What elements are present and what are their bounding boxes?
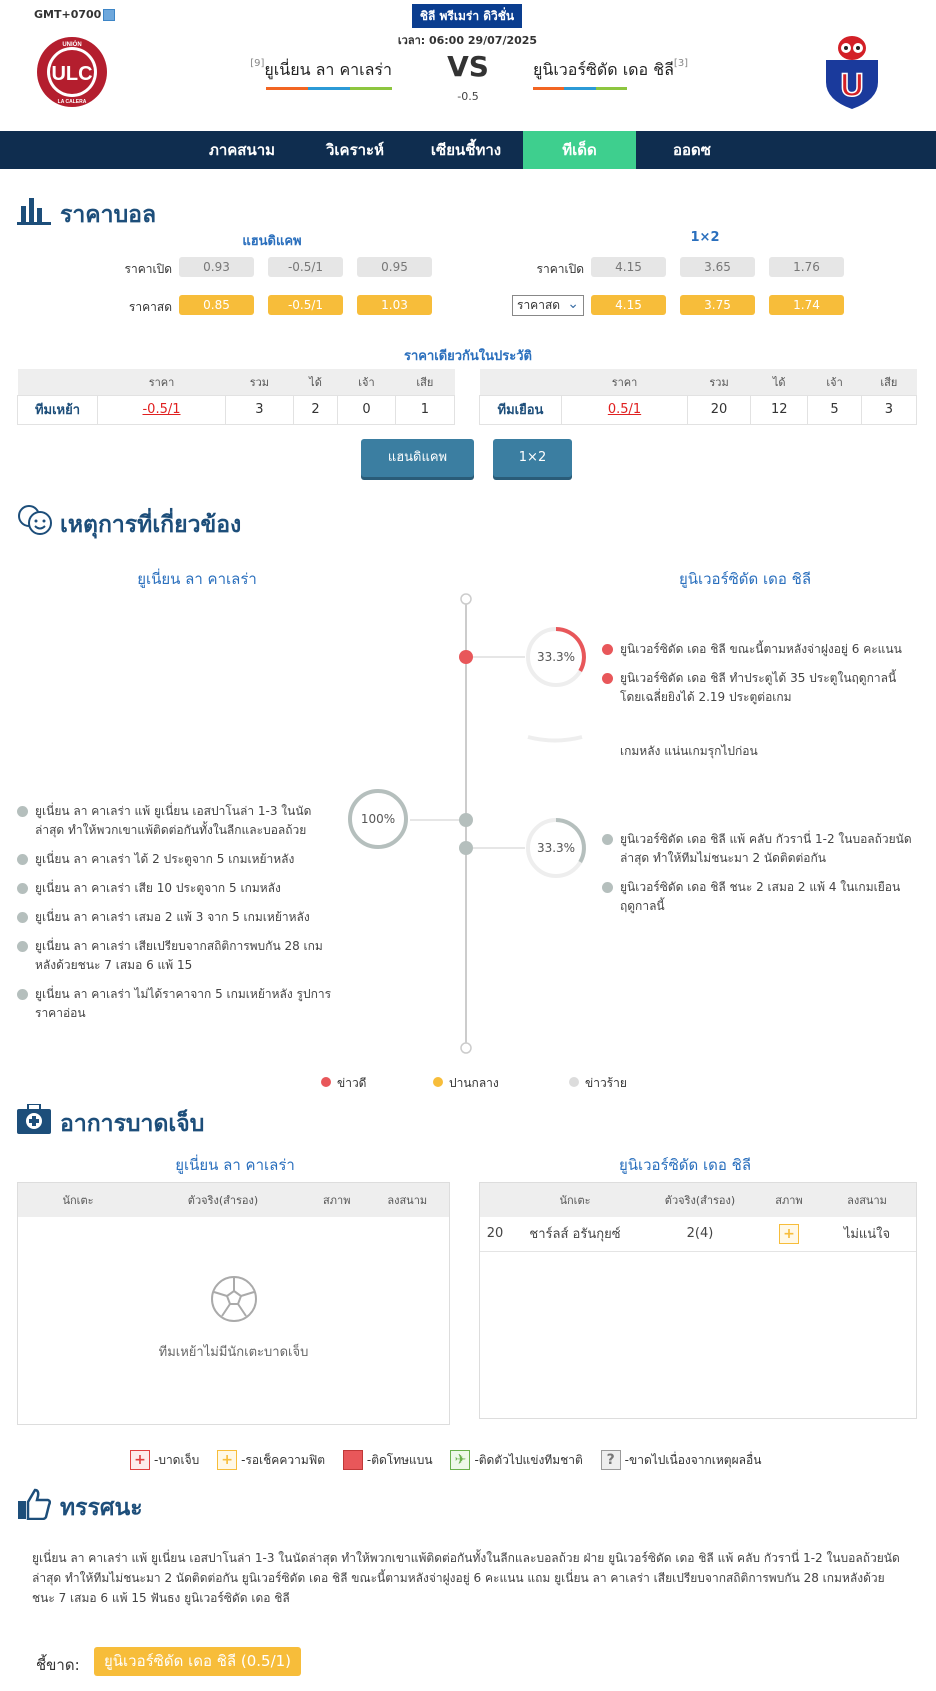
- list-item: ยูนิเวอร์ซิดัด เดอ ชิลี ขณะนี้ตามหลังจ่าฝูงอยู่ 6 คะแนน: [602, 640, 912, 659]
- events-section-title: เหตุการที่เกี่ยวข้อง: [60, 512, 242, 538]
- main-nav: [0, 131, 936, 169]
- injury-legend: [130, 1450, 850, 1470]
- away-injury-table: นักเตะ ตัวจริง(สำรอง) สภาพ ลงสนาม 20 ชาร์ลส์ อรันกุยซ์ 2(4) + ไม่แน่ใจ: [480, 1183, 916, 1252]
- chart-icon: [17, 196, 51, 230]
- handicap-title: แฮนดิแคพ: [242, 234, 302, 249]
- history-title: ราคาเดียวกันในประวัติ: [403, 349, 533, 364]
- list-item: ยูนิเวอร์ซิดัด เดอ ชิลี แพ้ คลับ กัวรานี่ 1-2 ในบอลถ้วยนัดล่าสุด ทำให้ทีมไม่ชนะมา 2 นัดติดต่อกัน: [602, 830, 912, 868]
- list-item: ยูเนี่ยน ลา คาเลร่า เสมอ 2 แพ้ 3 จาก 5 เกมเหย้าหลัง: [17, 908, 337, 927]
- away-history-table: ราคา รวม ได้ เจ้า เสีย ทีมเยือน 0.5/1 20 12 5 3: [479, 369, 917, 425]
- bad-news-icon: [17, 854, 28, 865]
- table-row: 20 ชาร์ลส์ อรันกุยซ์ 2(4) + ไม่แน่ใจ: [480, 1217, 916, 1251]
- airplane-icon: ✈: [450, 1450, 470, 1470]
- home-injury-box: [17, 1182, 450, 1425]
- home-injury-empty: ทีมเหย้าไม่มีนักเตะบาดเจ็บ: [158, 1345, 309, 1360]
- home-injury-table: นักเตะ ตัวจริง(สำรอง) สภาพ ลงสนาม: [18, 1183, 449, 1217]
- legend-neutral: ปานกลาง: [433, 1074, 499, 1093]
- tab-odds[interactable]: ออดซ: [673, 141, 711, 159]
- legend-national: ✈ -ติดตัวไปแข่งทีมชาติ: [450, 1453, 582, 1467]
- bad-dot-icon: [569, 1077, 579, 1087]
- svg-text:LA CALERA: LA CALERA: [57, 99, 87, 105]
- away-good-ring: 33.3%: [525, 626, 587, 688]
- x12-open-label: ราคาเปิด: [536, 262, 584, 276]
- x12-open-away: 1.76: [769, 257, 844, 277]
- league-badge[interactable]: ชิลี พรีเมร่า ดิวิชั่น: [412, 4, 522, 28]
- view-text: ยูเนี่ยน ลา คาเลร่า แพ้ ยูเนี่ยน เอสปาโนล่า 1-3 ในนัดล่าสุด ทำให้พวกเขาแพ้ติดต่อกันทั้งในลีกและบอลถ้วย ฝ่าย ยูนิเวอร์ซิดัด เดอ ชิลี แพ้ คลับ กัวรานี่ 1-2 ในบอลถ้วยนัดล่าสุด ทำให้ทีมไม่ชนะมา 2 นัดติดต่อกัน ยูนิเวอร์ซิดัด เดอ ชิลี ขณะนี้ตามหลังจ่าฝูงอยู่ 6 คะแนน แถม ยูเนี่ยน ลา คาเลร่า เสียเปรียบจากสถิติการพบกัน 28 เกมหลังด้วยชนะ 7 เสมอ 6 แพ้ 15 ฟันธง ยูนิเวอร์ซิดัด เดอ ชิลี: [32, 1551, 900, 1605]
- good-news-icon: [602, 644, 613, 655]
- table-row: ทีมเยือน 0.5/1 20 12 5 3: [480, 395, 917, 424]
- hc-live-line[interactable]: -0.5/1: [268, 295, 343, 315]
- tab-analysis[interactable]: วิเคราะห์: [325, 141, 384, 159]
- odds-section-title: ราคาบอล: [60, 202, 157, 228]
- hc-live-away[interactable]: 1.03: [357, 295, 432, 315]
- hc-open-line: -0.5/1: [268, 257, 343, 277]
- legend-other: ? -ขาดไปเนื่องจากเหตุผลอื่น: [601, 1453, 762, 1467]
- question-icon: ?: [601, 1450, 621, 1470]
- list-item: ยูเนี่ยน ลา คาเลร่า เสีย 10 ประตูจาก 5 เกมหลัง: [17, 879, 337, 898]
- x12-live-draw[interactable]: 3.75: [680, 295, 755, 315]
- fitness-check-icon: +: [779, 1224, 799, 1244]
- tab-field[interactable]: ภาคสนาม: [208, 141, 276, 159]
- match-handicap: -0.5: [457, 90, 479, 103]
- away-good-list: [602, 640, 912, 707]
- table-row: ทีมเหย้า -0.5/1 3 2 0 1: [18, 395, 455, 424]
- injury-section-title: อาการบาดเจ็บ: [60, 1111, 205, 1137]
- legend-fitness: + -รอเช็คความฟิต: [217, 1453, 325, 1467]
- away-team-logo: [822, 34, 882, 110]
- tip-badge: ยูนิเวอร์ซิดัด เดอ ชิลี (0.5/1): [94, 1647, 301, 1676]
- home-team-name[interactable]: [9]ยูเนี่ยน ลา คาเลร่า: [240, 58, 392, 90]
- home-bad-ring: 100%: [347, 788, 409, 850]
- x12-button[interactable]: 1×2: [493, 439, 572, 477]
- home-logo-text: ULC: [51, 63, 93, 85]
- bad-news-icon: [17, 806, 28, 817]
- bad-news-icon: [602, 882, 613, 893]
- view-section-title: ทรรศนะ: [60, 1495, 143, 1521]
- x12-open-home: 4.15: [591, 257, 666, 277]
- list-item: ยูนิเวอร์ซิดัด เดอ ชิลี ทำประตูได้ 35 ประตูในฤดูกาลนี้ โดยเฉลี่ยยิงได้ 2.19 ประตูต่อเกม: [602, 669, 912, 707]
- away-bad-list: [602, 830, 912, 916]
- bad-news-icon: [17, 912, 28, 923]
- bad-news-icon: [17, 941, 28, 952]
- tab-expert[interactable]: เซียนชี้ทาง: [430, 141, 502, 159]
- list-item: ยูเนี่ยน ลา คาเลร่า ไม่ได้ราคาจาก 5 เกมเหย้าหลัง รูปการราคาอ่อน: [17, 985, 337, 1023]
- away-injury-box: [479, 1182, 917, 1419]
- legend-good: ข่าวดี: [321, 1074, 366, 1093]
- good-news-icon: [602, 673, 613, 684]
- x12-title: 1×2: [690, 230, 720, 245]
- list-item: ยูเนี่ยน ลา คาเลร่า เสียเปรียบจากสถิติการพบกัน 28 เกมหลังด้วยชนะ 7 เสมอ 6 แพ้ 15: [17, 937, 337, 975]
- legend-injured: + -บาดเจ็บ: [130, 1453, 199, 1467]
- home-form-bar: [266, 87, 392, 90]
- thumbs-up-icon: [17, 1488, 51, 1524]
- player-name[interactable]: ชาร์ลส์ อรันกุยซ์: [510, 1217, 640, 1251]
- away-bad-ring: 33.3%: [525, 817, 587, 879]
- chevron-down-icon: ⌄: [567, 296, 579, 312]
- x12-live-home[interactable]: 4.15: [591, 295, 666, 315]
- handicap-button[interactable]: แฮนดิแคพ: [361, 439, 474, 477]
- svg-text:UNIÓN: UNIÓN: [62, 42, 82, 48]
- hc-open-away: 0.95: [357, 257, 432, 277]
- suspended-icon: [343, 1450, 363, 1470]
- svg-text:U: U: [840, 67, 864, 103]
- history-odds-link[interactable]: 0.5/1: [562, 395, 688, 424]
- live-label: ราคาสด: [128, 300, 172, 314]
- odds-type-select[interactable]: ราคาสด ⌄: [512, 295, 584, 316]
- neutral-dot-icon: [433, 1077, 443, 1087]
- medkit-icon: [17, 1104, 51, 1138]
- x12-open-draw: 3.65: [680, 257, 755, 277]
- home-history-table: ราคา รวม ได้ เจ้า เสีย ทีมเหย้า -0.5/1 3 2 0 1: [17, 369, 455, 425]
- events-home-title: ยูเนี่ยน ลา คาเลร่า: [137, 570, 257, 588]
- bad-news-icon: [602, 834, 613, 845]
- legend-bad: ข่าวร้าย: [569, 1074, 627, 1093]
- open-label: ราคาเปิด: [124, 262, 172, 276]
- injury-away-title: ยูนิเวอร์ซิดัด เดอ ชิลี: [618, 1156, 752, 1174]
- events-away-title: ยูนิเวอร์ซิดัด เดอ ชิลี: [678, 570, 812, 588]
- home-team-logo: [36, 36, 108, 108]
- injured-icon: +: [130, 1450, 150, 1470]
- bad-news-icon: [17, 989, 28, 1000]
- hc-live-home[interactable]: 0.85: [179, 295, 254, 315]
- legend-suspended: -ติดโทษแบน: [343, 1453, 433, 1467]
- timezone-label[interactable]: GMT+0700: [34, 8, 115, 21]
- soccer-ball-icon: [210, 1275, 258, 1327]
- hc-open-home: 0.93: [179, 257, 254, 277]
- away-team-name[interactable]: ยูนิเวอร์ซิดัด เดอ ชิลี[3]: [533, 58, 703, 90]
- history-odds-link[interactable]: -0.5/1: [98, 395, 226, 424]
- list-item: ยูเนี่ยน ลา คาเลร่า ได้ 2 ประตูจาก 5 เกมเหย้าหลัง: [17, 850, 337, 869]
- list-item: ยูเนี่ยน ลา คาเลร่า แพ้ ยูเนี่ยน เอสปาโนล่า 1-3 ในนัดล่าสุด ทำให้พวกเขาแพ้ติดต่อกันทั้งในลีกและบอลถ้วย: [17, 802, 337, 840]
- injury-home-title: ยูเนี่ยน ลา คาเลร่า: [175, 1156, 295, 1174]
- away-partial-item: เกมหลัง แน่นเกมรุกไปก่อน: [620, 744, 758, 758]
- tab-tips[interactable]: ทีเด็ด: [523, 131, 636, 169]
- vs-label: VS: [447, 50, 489, 83]
- match-time: เวลา: 06:00 29/07/2025: [397, 34, 538, 47]
- faces-icon: [17, 504, 53, 540]
- good-dot-icon: [321, 1077, 331, 1087]
- away-form-bar: [533, 87, 627, 90]
- x12-live-away[interactable]: 1.74: [769, 295, 844, 315]
- home-bad-list: [17, 802, 337, 1023]
- timezone-icon: [103, 9, 115, 21]
- tip-label: ชี้ขาด:: [36, 1656, 80, 1674]
- fitness-icon: +: [217, 1450, 237, 1470]
- list-item: ยูนิเวอร์ซิดัด เดอ ชิลี ชนะ 2 เสมอ 2 แพ้ 4 ในเกมเยือนฤดูกาลนี้: [602, 878, 912, 916]
- bad-news-icon: [17, 883, 28, 894]
